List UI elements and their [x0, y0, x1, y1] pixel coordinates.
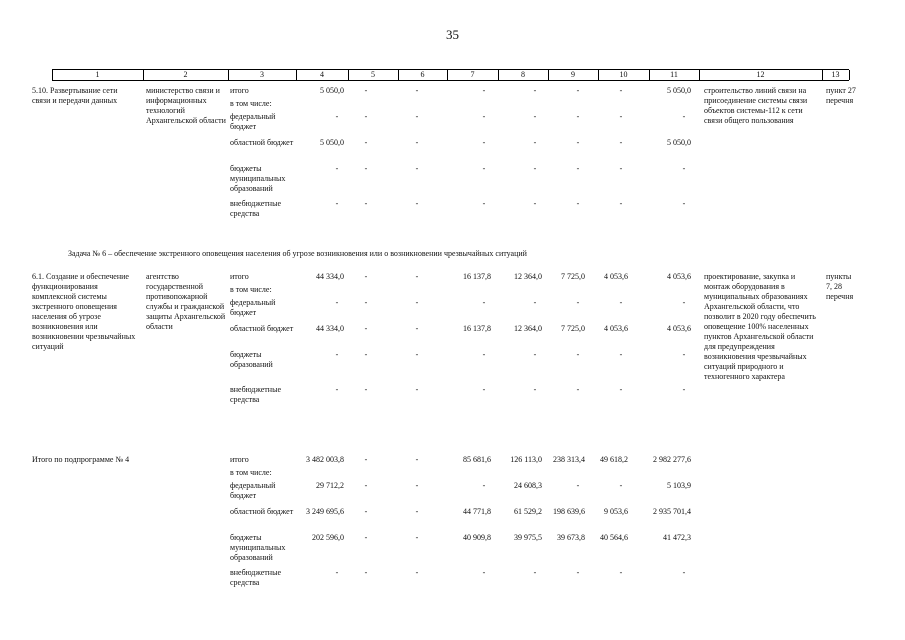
- column-divider: [296, 70, 297, 80]
- funding-value: -: [482, 298, 486, 307]
- funding-value: -: [364, 164, 368, 173]
- column-divider: [849, 70, 850, 80]
- funding-value: -: [364, 568, 368, 577]
- funding-value: -: [619, 112, 623, 121]
- funding-value: -: [364, 272, 368, 281]
- header-bottom-rule: [52, 80, 849, 81]
- page-number: 35: [446, 27, 459, 42]
- funding-source-label: итого: [230, 455, 249, 464]
- funding-value: 3 482 003,8: [306, 455, 344, 464]
- column-divider: [398, 70, 399, 80]
- funding-value: -: [619, 350, 623, 359]
- funding-value: 126 113,0: [510, 455, 542, 464]
- funding-value: 202 596,0: [312, 533, 344, 542]
- funding-value: -: [415, 350, 419, 359]
- funding-value: -: [682, 385, 686, 394]
- funding-value: -: [415, 272, 419, 281]
- funding-value: -: [482, 199, 486, 208]
- funding-value: 12 364,0: [514, 272, 542, 281]
- funding-value: -: [415, 507, 419, 516]
- funding-value: -: [682, 568, 686, 577]
- funding-value: 5 050,0: [320, 86, 344, 95]
- column-header-1: 1: [95, 70, 100, 79]
- funding-value: -: [533, 298, 537, 307]
- funding-source-label: федеральный бюджет: [230, 481, 276, 500]
- funding-value: -: [576, 112, 580, 121]
- funding-value: 44 771,8: [463, 507, 491, 516]
- funding-value: -: [619, 199, 623, 208]
- funding-value: -: [364, 455, 368, 464]
- funding-value: -: [619, 298, 623, 307]
- funding-value: -: [482, 481, 486, 490]
- funding-value: 16 137,8: [463, 324, 491, 333]
- funding-value: 5 050,0: [667, 138, 691, 147]
- funding-value: -: [415, 568, 419, 577]
- funding-value: -: [364, 138, 368, 147]
- funding-value: -: [576, 350, 580, 359]
- funding-value: -: [682, 350, 686, 359]
- measure-name: Итого по подпрограмме № 4: [32, 455, 130, 464]
- funding-value: -: [415, 86, 419, 95]
- funding-value: 3 249 695,6: [306, 507, 344, 516]
- funding-source-label: в том числе:: [230, 99, 272, 108]
- column-divider: [498, 70, 499, 80]
- column-divider: [548, 70, 549, 80]
- funding-source-label: в том числе:: [230, 285, 272, 294]
- funding-source-label: внебюджетные средства: [230, 199, 281, 218]
- column-divider: [143, 70, 144, 80]
- column-header-12: 12: [756, 70, 765, 79]
- funding-value: -: [576, 86, 580, 95]
- funding-source-label: областной бюджет: [230, 138, 294, 147]
- funding-value: 198 639,6: [553, 507, 585, 516]
- funding-value: 7 725,0: [561, 272, 585, 281]
- funding-value: -: [619, 164, 623, 173]
- funding-value: -: [364, 112, 368, 121]
- funding-value: -: [533, 164, 537, 173]
- funding-value: 4 053,6: [667, 272, 691, 281]
- funding-value: -: [415, 324, 419, 333]
- funding-value: -: [364, 324, 368, 333]
- funding-value: 5 103,9: [667, 481, 691, 490]
- funding-value: 4 053,6: [604, 324, 628, 333]
- expected-result: проектирование, закупка и монтаж оборудования в муниципальных образованиях Архангельской области, что позволит в 2020 году обеспечить оповещение 100% населенных пунктов Архангельской области для предупреждения возникновения чрезвычайных ситуаций природного и техногенного характера: [704, 272, 816, 381]
- column-divider: [699, 70, 700, 80]
- funding-value: 40 909,8: [463, 533, 491, 542]
- funding-value: 85 681,6: [463, 455, 491, 464]
- funding-value: -: [682, 112, 686, 121]
- column-header-3: 3: [260, 70, 264, 79]
- funding-source-label: бюджеты муниципальных образований: [230, 533, 286, 562]
- funding-value: -: [415, 481, 419, 490]
- executor: министерство связи и информационных технологий Архангельской области: [146, 86, 226, 125]
- funding-value: -: [364, 86, 368, 95]
- funding-value: -: [619, 481, 623, 490]
- column-header-5: 5: [371, 70, 375, 79]
- funding-value: 238 313,4: [553, 455, 585, 464]
- column-divider: [348, 70, 349, 80]
- funding-value: -: [682, 199, 686, 208]
- column-header-8: 8: [521, 70, 525, 79]
- funding-source-label: внебюджетные средства: [230, 385, 281, 404]
- funding-value: -: [415, 455, 419, 464]
- funding-source-label: федеральный бюджет: [230, 112, 276, 131]
- funding-value: -: [682, 164, 686, 173]
- funding-value: -: [335, 164, 339, 173]
- column-divider: [822, 70, 823, 80]
- funding-value: -: [415, 138, 419, 147]
- funding-value: 39 975,5: [514, 533, 542, 542]
- funding-value: -: [576, 481, 580, 490]
- funding-value: -: [619, 385, 623, 394]
- funding-value: -: [364, 481, 368, 490]
- funding-value: -: [533, 112, 537, 121]
- funding-value: 44 334,0: [316, 272, 344, 281]
- funding-value: -: [335, 199, 339, 208]
- funding-value: -: [533, 385, 537, 394]
- funding-value: -: [619, 568, 623, 577]
- funding-value: 39 673,8: [557, 533, 585, 542]
- funding-value: -: [576, 164, 580, 173]
- funding-value: -: [415, 385, 419, 394]
- funding-source-label: областной бюджет: [230, 507, 294, 516]
- funding-value: -: [576, 138, 580, 147]
- funding-value: -: [364, 298, 368, 307]
- funding-value: -: [364, 507, 368, 516]
- funding-value: 49 618,2: [600, 455, 628, 464]
- reference: пункты 7, 28 перечня: [826, 272, 854, 301]
- funding-value: -: [335, 350, 339, 359]
- column-divider: [649, 70, 650, 80]
- funding-value: 41 472,3: [663, 533, 691, 542]
- funding-value: -: [335, 568, 339, 577]
- funding-value: -: [533, 138, 537, 147]
- funding-value: -: [482, 112, 486, 121]
- measure-name: 6.1. Создание и обеспечение функционирования комплексной системы экстренного оповещения населения об угрозе возникновения или возникновении чрезвычайных ситуаций: [32, 272, 136, 351]
- funding-source-label: областной бюджет: [230, 324, 294, 333]
- measure-name: 5.10. Развертывание сети связи и передачи данных: [32, 86, 118, 105]
- funding-source-label: бюджеты муниципальных образований: [230, 164, 286, 193]
- funding-value: 29 712,2: [316, 481, 344, 490]
- funding-source-label: бюджеты образований: [230, 350, 273, 369]
- reference: пункт 27 перечня: [826, 86, 856, 105]
- column-divider: [447, 70, 448, 80]
- funding-value: 5 050,0: [667, 86, 691, 95]
- column-divider: [52, 70, 53, 80]
- funding-value: -: [415, 199, 419, 208]
- task-heading: Задача № 6 – обеспечение экстренного оповещения населения об угрозе возникновения или о возникновении чрезвычайных ситуаций: [68, 249, 527, 258]
- funding-value: 7 725,0: [561, 324, 585, 333]
- funding-value: -: [415, 112, 419, 121]
- funding-value: -: [576, 199, 580, 208]
- column-header-11: 11: [670, 70, 678, 79]
- funding-value: -: [482, 350, 486, 359]
- funding-value: -: [364, 385, 368, 394]
- funding-value: 2 982 277,6: [653, 455, 691, 464]
- funding-source-label: внебюджетные средства: [230, 568, 281, 587]
- funding-value: -: [482, 138, 486, 147]
- funding-value: -: [682, 298, 686, 307]
- funding-value: -: [335, 298, 339, 307]
- funding-value: 16 137,8: [463, 272, 491, 281]
- funding-value: -: [364, 350, 368, 359]
- column-header-6: 6: [420, 70, 425, 79]
- executor: агентство государственной противопожарной службы и гражданской защиты Архангельской области: [146, 272, 226, 331]
- funding-value: -: [533, 350, 537, 359]
- funding-value: -: [364, 199, 368, 208]
- funding-value: -: [482, 568, 486, 577]
- column-header-10: 10: [619, 70, 628, 79]
- column-divider: [228, 70, 229, 80]
- funding-value: 9 053,6: [604, 507, 628, 516]
- funding-value: -: [482, 385, 486, 394]
- funding-value: -: [619, 138, 623, 147]
- funding-source-label: итого: [230, 272, 249, 281]
- funding-value: -: [482, 86, 486, 95]
- funding-value: -: [364, 533, 368, 542]
- funding-value: -: [533, 568, 537, 577]
- funding-value: -: [576, 385, 580, 394]
- column-header-7: 7: [470, 70, 475, 79]
- funding-value: -: [335, 112, 339, 121]
- column-header-13: 13: [831, 70, 840, 79]
- funding-value: 4 053,6: [604, 272, 628, 281]
- column-header-2: 2: [183, 70, 188, 79]
- funding-source-label: итого: [230, 86, 249, 95]
- funding-value: -: [576, 298, 580, 307]
- column-header-9: 9: [571, 70, 575, 79]
- funding-value: -: [415, 298, 419, 307]
- funding-value: 24 608,3: [514, 481, 542, 490]
- expected-result: строительство линий связи на присоединение системы связи объектов системы-112 к сети связи общего пользования: [704, 86, 808, 125]
- funding-value: -: [533, 86, 537, 95]
- funding-value: 2 935 701,4: [653, 507, 691, 516]
- funding-value: -: [415, 533, 419, 542]
- funding-value: -: [576, 568, 580, 577]
- column-header-4: 4: [320, 70, 324, 79]
- funding-value: 44 334,0: [316, 324, 344, 333]
- funding-value: 4 053,6: [667, 324, 691, 333]
- funding-value: -: [619, 86, 623, 95]
- funding-value: 5 050,0: [320, 138, 344, 147]
- funding-value: 61 529,2: [514, 507, 542, 516]
- funding-source-label: федеральный бюджет: [230, 298, 276, 317]
- funding-value: -: [335, 385, 339, 394]
- funding-value: -: [415, 164, 419, 173]
- funding-value: -: [482, 164, 486, 173]
- column-divider: [598, 70, 599, 80]
- funding-source-label: в том числе:: [230, 468, 272, 477]
- funding-value: -: [533, 199, 537, 208]
- funding-value: 12 364,0: [514, 324, 542, 333]
- funding-value: 40 564,6: [600, 533, 628, 542]
